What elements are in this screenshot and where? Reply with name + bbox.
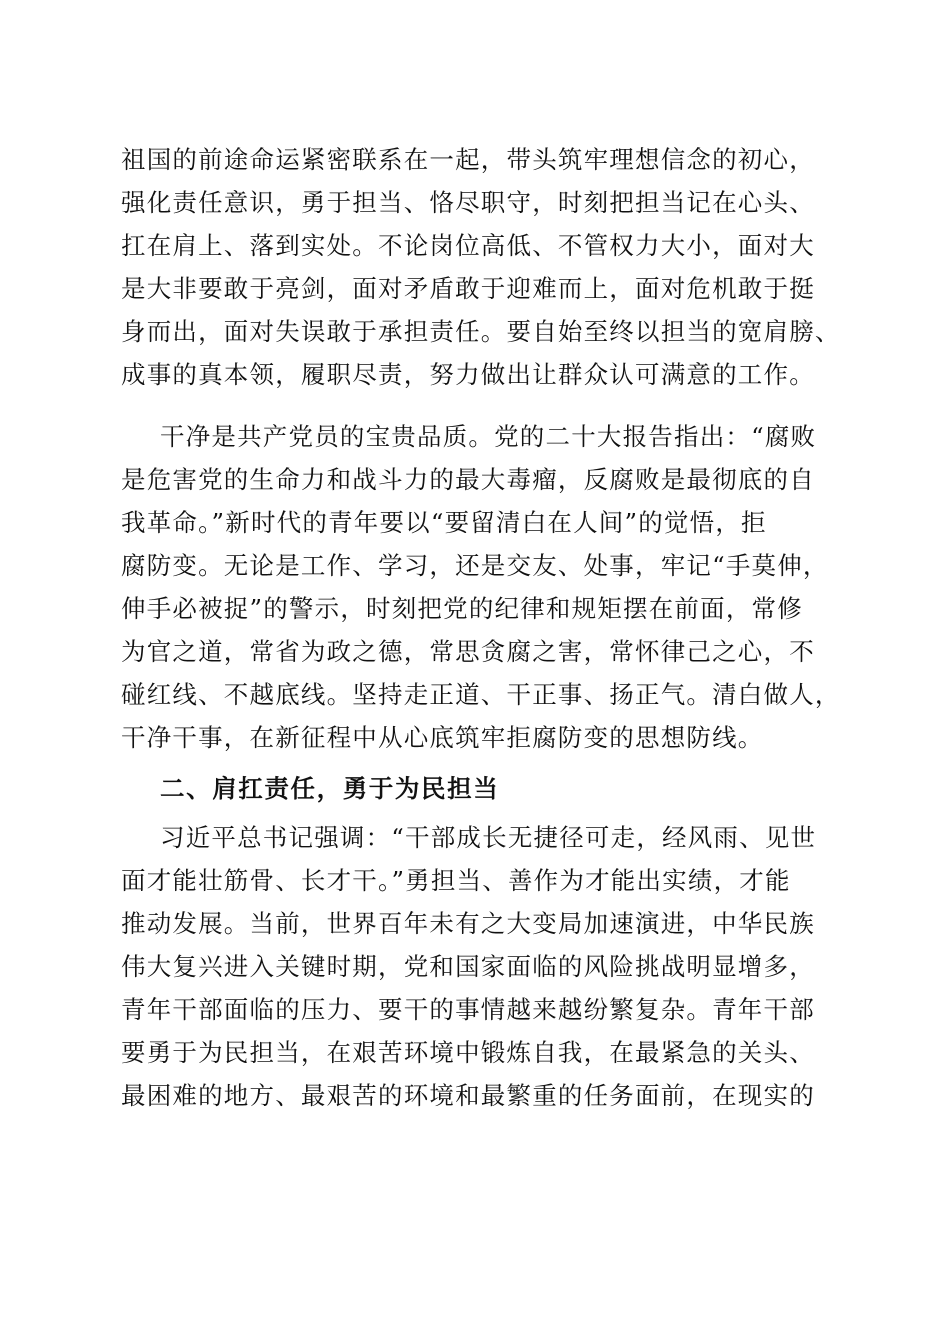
paragraph-line: 是大非要敢于亮剑，面对矛盾敢于迎难而上，面对危机敢于挺 [121, 274, 815, 303]
paragraph-line: 最困难的地方、最艰苦的环境和最繁重的任务面前，在现实的 [121, 1081, 815, 1110]
paragraph-line: 伟大复兴进入关键时期，党和国家面临的风险挑战明显增多， [121, 952, 815, 981]
paragraph-line: 干净是共产党员的宝贵品质。党的二十大报告指出：“腐败 [160, 422, 817, 451]
paragraph-line: 干净干事，在新征程中从心底筑牢拒腐防变的思想防线。 [121, 723, 764, 752]
section-heading: 二、肩扛责任，勇于为民担当 [160, 774, 500, 803]
paragraph-line: 是危害党的生命力和战斗力的最大毒瘤，反腐败是最彻底的自 [121, 465, 815, 494]
paragraph-line: 强化责任意识，勇于担当、恪尽职守，时刻把担当记在心头、 [121, 188, 815, 217]
paragraph-line: 面才能壮筋骨、长才干。”勇担当、善作为才能出实绩，才能 [121, 866, 791, 895]
paragraph-line: 成事的真本领，履职尽责，努力做出让群众认可满意的工作。 [121, 360, 815, 389]
paragraph-line: 碰红线、不越底线。坚持走正道、干正事、扬正气。清白做人， [121, 680, 841, 709]
paragraph-line: 腐防变。无论是工作、学习，还是交友、处事，牢记“手莫伸， [121, 551, 829, 580]
paragraph-line: 伸手必被捉”的警示，时刻把党的纪律和规矩摆在前面，常修 [121, 594, 803, 623]
paragraph-line: 青年干部面临的压力、要干的事情越来越纷繁复杂。青年干部 [121, 995, 815, 1024]
paragraph-line: 要勇于为民担当，在艰苦环境中锻炼自我，在最紧急的关头、 [121, 1038, 815, 1067]
paragraph-line: 习近平总书记强调：“干部成长无捷径可走，经风雨、见世 [160, 823, 817, 852]
paragraph-line: 祖国的前途命运紧密联系在一起，带头筑牢理想信念的初心， [121, 145, 815, 174]
paragraph-line: 我革命。”新时代的青年要以“要留清白在人间”的觉悟，拒 [121, 508, 767, 537]
paragraph-line: 扛在肩上、落到实处。不论岗位高低、不管权力大小，面对大 [121, 231, 815, 260]
paragraph-line: 推动发展。当前，世界百年未有之大变局加速演进，中华民族 [121, 909, 815, 938]
paragraph-line: 身而出，面对失误敢于承担责任。要自始至终以担当的宽肩膀、 [121, 317, 841, 346]
paragraph-line: 为官之道，常省为政之德，常思贪腐之害，常怀律己之心，不 [121, 637, 815, 666]
